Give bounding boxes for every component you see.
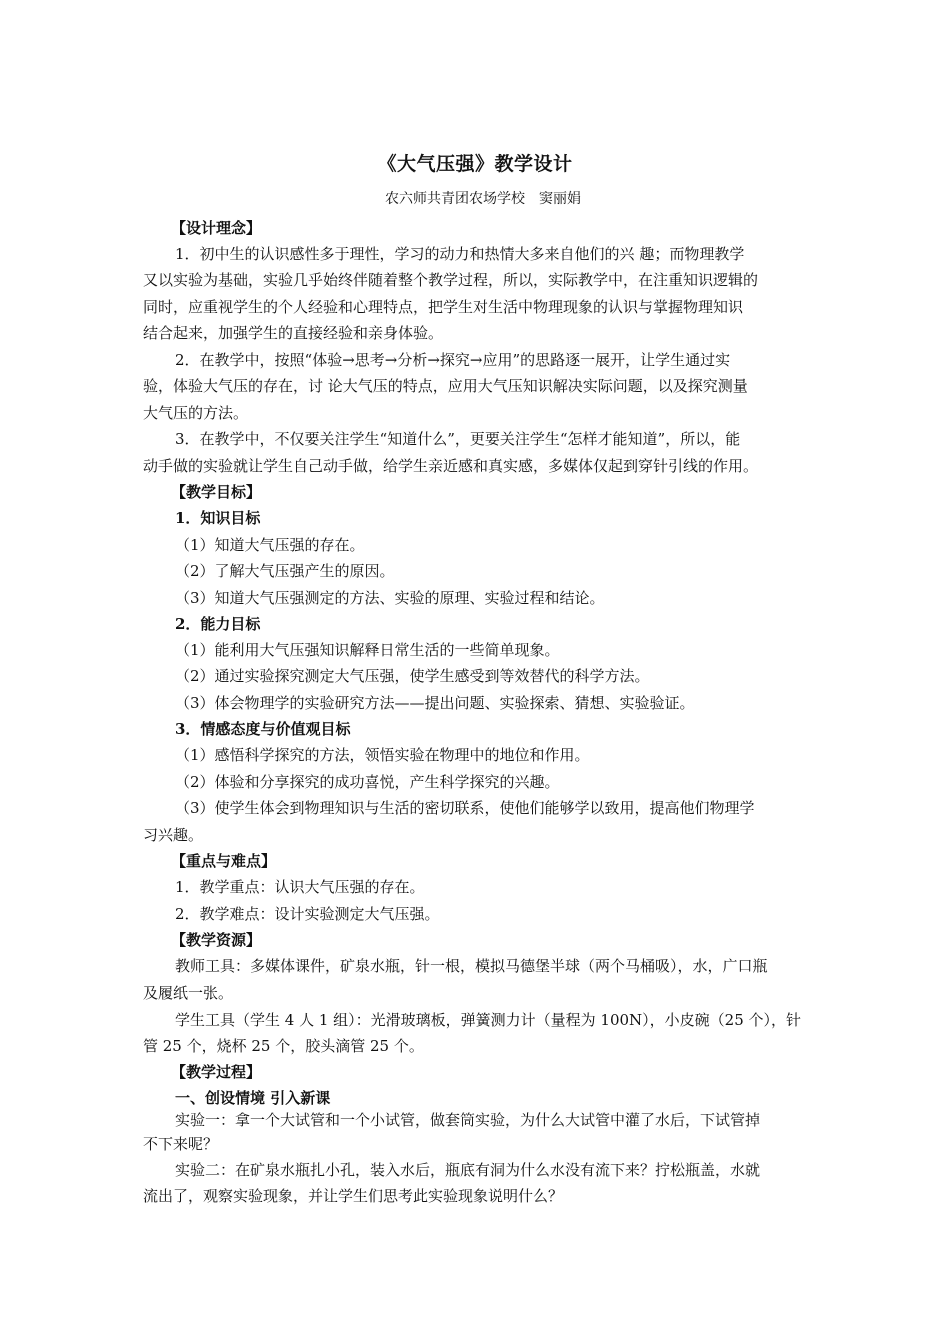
paragraph-line: 管 25 个，烧杯 25 个，胶头滴管 25 个。: [143, 1037, 424, 1055]
paragraph-line: 实验一：拿一个大试管和一个小试管，做套筒实验，为什么大试管中灌了水后，下试管掉: [175, 1111, 761, 1129]
section-heading-concept: 【设计理念】: [171, 219, 262, 237]
paragraph-line: 教师工具：多媒体课件，矿泉水瓶，针一根，模拟马德堡半球（两个马桶吸），水，广口瓶: [175, 957, 768, 975]
paragraph-line: 大气压的方法。: [143, 404, 249, 422]
list-item: （3）体会物理学的实验研究方法——提出问题、实验探索、猜想、实验验证。: [175, 694, 695, 712]
list-item: （2）通过实验探究测定大气压强，使学生感受到等效替代的科学方法。: [175, 667, 650, 685]
list-item: （3）知道大气压强测定的方法、实验的原理、实验过程和结论。: [175, 589, 605, 607]
paragraph-line: 结合起来，加强学生的直接经验和亲身体验。: [143, 324, 444, 342]
section-heading-goals: 【教学目标】: [171, 483, 262, 501]
paragraph-line: 2．在教学中，按照“体验→思考→分析→探究→应用”的思路逐一展开，让学生通过实: [175, 351, 731, 369]
paragraph-line: 流出了，观察实验现象，并让学生们思考此实验现象说明什么？: [143, 1187, 564, 1205]
author-byline: 农六师共青团农场学校 窦丽娟: [385, 191, 581, 207]
list-item: 2．教学难点：设计实验测定大气压强。: [175, 905, 440, 923]
subheading-attitude: 3．情感态度与价值观目标: [175, 720, 351, 738]
subheading-knowledge: 1．知识目标: [175, 509, 261, 527]
paragraph-line: 动手做的实验就让学生自己动手做，给学生亲近感和真实感，多媒体仅起到穿针引线的作用。: [143, 457, 759, 475]
section-heading-key-points: 【重点与难点】: [171, 852, 277, 870]
list-item: （1）能利用大气压强知识解释日常生活的一些简单现象。: [175, 641, 560, 659]
list-item: 1．教学重点：认识大气压强的存在。: [175, 878, 425, 896]
subheading-intro: 一、创设情境 引入新课: [175, 1089, 331, 1107]
paragraph-line: 1．初中生的认识感性多于理性，学习的动力和热情大多来自他们的兴 趣；而物理教学: [175, 245, 745, 263]
list-item: （2）体验和分享探究的成功喜悦，产生科学探究的兴趣。: [175, 773, 560, 791]
paragraph-line: 不下来呢？: [143, 1135, 219, 1153]
paragraph-line: 学生工具（学生 4 人 1 组）：光滑玻璃板，弹簧测力计（量程为 100N），小皮碗（25 个），针: [175, 1011, 802, 1029]
section-heading-resources: 【教学资源】: [171, 931, 262, 949]
subheading-ability: 2．能力目标: [175, 615, 261, 633]
paragraph-line: 又以实验为基础，实验几乎始终伴随着整个教学过程，所以，实际教学中，在注重知识逻辑的: [143, 271, 759, 289]
paragraph-line: 及履纸一张。: [143, 984, 234, 1002]
paragraph-line: 3．在教学中，不仅要关注学生“知道什么”，更要关注学生“怎样才能知道”，所以，能: [175, 430, 741, 448]
section-heading-process: 【教学过程】: [171, 1063, 262, 1081]
paragraph-line: 验，体验大气压的存在，讨 论大气压的特点，应用大气压知识解决实际问题，以及探究测量: [143, 377, 748, 395]
list-item: （1）感悟科学探究的方法，领悟实验在物理中的地位和作用。: [175, 746, 590, 764]
paragraph-line: 实验二：在矿泉水瓶扎小孔，装入水后，瓶底有洞为什么水没有流下来？拧松瓶盖，水就: [175, 1161, 761, 1179]
document-title: 《大气压强》教学设计: [377, 153, 573, 175]
list-item: （3）使学生体会到物理知识与生活的密切联系，使他们能够学以致用，提高他们物理学: [175, 799, 755, 817]
list-item-continuation: 习兴趣。: [143, 826, 204, 844]
list-item: （2）了解大气压强产生的原因。: [175, 562, 395, 580]
paragraph-line: 同时，应重视学生的个人经验和心理特点，把学生对生活中物理现象的认识与掌握物理知识: [143, 298, 744, 316]
list-item: （1）知道大气压强的存在。: [175, 536, 365, 554]
